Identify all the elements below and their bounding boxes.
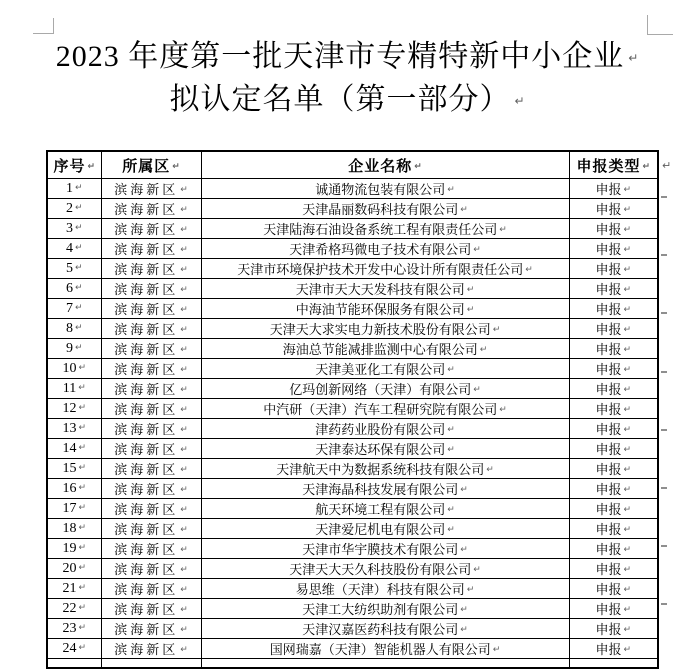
cell-company-name: 天津工大纺织助剂有限公司 ↵: [201, 599, 569, 619]
cell-end-mark-icon: ↵: [623, 645, 632, 655]
cell-application-type: 申报 ↵: [569, 179, 658, 199]
cell-end-mark-icon: ↵: [180, 325, 188, 335]
table-row: [47, 419, 658, 439]
cell-district: 滨海新区 ↵: [101, 419, 201, 439]
cell-end-mark-icon: ↵: [623, 345, 632, 355]
table-row-clipped: [47, 659, 658, 669]
table-row: [47, 459, 658, 479]
table-row: [47, 499, 658, 519]
cell-end-mark-icon: ↵: [623, 365, 632, 375]
cell-end-mark-icon: ↵: [180, 645, 188, 655]
cell-end-mark-icon: ↵: [180, 445, 188, 455]
cell-end-mark-icon: ↵: [74, 282, 83, 293]
cell-application-type: 申报 ↵: [569, 639, 658, 659]
table-row: [47, 299, 658, 319]
cell-serial-number: 8 ↵: [47, 319, 101, 339]
table-row: [47, 219, 658, 239]
cell-company-name: 天津天大求实电力新技术股份有限公司 ↵: [201, 319, 569, 339]
cell-end-mark-icon: ↵: [447, 445, 455, 455]
cell-end-mark-icon: ↵: [623, 625, 632, 635]
cell-serial-number: 22 ↵: [47, 599, 101, 619]
cell-end-mark-icon: ↵: [623, 205, 632, 215]
cell-serial-number: 9 ↵: [47, 339, 101, 359]
cell-serial-number: 18 ↵: [47, 519, 101, 539]
cell-end-mark-icon: ↵: [74, 322, 83, 333]
cell-district: 滨海新区 ↵: [101, 499, 201, 519]
cell-end-mark-icon: ↵: [447, 185, 455, 195]
cell-end-mark-icon: ↵: [447, 365, 455, 375]
cell-end-mark-icon: ↵: [78, 482, 87, 493]
cell-application-type: 申报 ↵: [569, 319, 658, 339]
cell-district: 滨海新区 ↵: [101, 559, 201, 579]
cell-serial-number: 16 ↵: [47, 479, 101, 499]
table-row: [47, 319, 658, 339]
cell-end-mark-icon: ↵: [447, 425, 455, 435]
cell-end-mark-icon: ↵: [74, 262, 83, 273]
cell-end-mark-icon: ↵: [180, 565, 188, 575]
cell-company-name: 亿玛创新网络（天津）有限公司 ↵: [201, 379, 569, 399]
cell-end-mark-icon: ↵: [623, 225, 632, 235]
cell-application-type: 申报 ↵: [569, 479, 658, 499]
cell-end-mark-icon: ↵: [460, 205, 468, 215]
cell-application-type: 申报 ↵: [569, 619, 658, 639]
table-row: [47, 179, 658, 199]
document-title-line-1: [0, 36, 694, 79]
cell-end-mark-icon: ↵: [479, 345, 488, 355]
cell-end-mark-icon: ↵: [499, 405, 507, 415]
cell-application-type: 申报 ↵: [569, 599, 658, 619]
paragraph-mark-icon: ↵: [628, 51, 639, 65]
table-row: [47, 519, 658, 539]
cell-end-mark-icon: ↵: [180, 285, 188, 295]
cell-serial-number: 21 ↵: [47, 579, 101, 599]
cell-company-name: 天津希格玛微电子技术有限公司 ↵: [201, 239, 569, 259]
cell-end-mark-icon: ↵: [466, 585, 475, 595]
cell-end-mark-icon: ↵: [623, 525, 632, 535]
cell-company-name: 诚通物流包装有限公司 ↵: [201, 179, 569, 199]
document-title-line-2: [0, 79, 694, 122]
cell-end-mark-icon: ↵: [623, 465, 632, 475]
cell-end-mark-icon: ↵: [78, 622, 87, 633]
cell-application-type: 申报 ↵: [569, 399, 658, 419]
cell-company-name: 天津陆海石油设备系统工程有限责任公司 ↵: [201, 219, 569, 239]
cell-end-mark-icon: ↵: [74, 222, 83, 233]
cell-end-mark-icon: ↵: [78, 442, 87, 453]
paragraph-mark-icon: ↵: [514, 94, 525, 108]
header-district: 所属区 ↵: [101, 151, 201, 179]
cell-end-mark-icon: ↵: [78, 422, 87, 433]
cell-end-mark-icon: ↵: [74, 202, 83, 213]
cell-end-mark-icon: ↵: [623, 545, 632, 555]
cell-company-name: 津药药业股份有限公司 ↵: [201, 419, 569, 439]
cell-end-mark-icon: ↵: [180, 205, 188, 215]
cell-end-mark-icon: ↵: [447, 525, 455, 535]
cell-district: 滨海新区 ↵: [101, 399, 201, 419]
cell-end-mark-icon: ↵: [473, 385, 481, 395]
cell-company-name: 天津市天大天发科技有限公司 ↵: [201, 279, 569, 299]
cell-company-name: 海油总节能减排监测中心有限公司 ↵: [201, 339, 569, 359]
cell-district: 滨海新区 ↵: [101, 579, 201, 599]
company-table: [46, 150, 659, 669]
cell-company-name: 中汽研（天津）汽车工程研究院有限公司 ↵: [201, 399, 569, 419]
cell-application-type: 申报 ↵: [569, 559, 658, 579]
changed-line-mark-icon: [661, 545, 667, 547]
table-header-row: [47, 151, 658, 179]
cell-application-type: 申报 ↵: [569, 459, 658, 479]
cell-district: 滨海新区 ↵: [101, 619, 201, 639]
cell-company-name: 航天环境工程有限公司 ↵: [201, 499, 569, 519]
cell-end-mark-icon: ↵: [74, 242, 83, 253]
cell-end-mark-icon: ↵: [74, 302, 83, 313]
cell-district: 滨海新区 ↵: [101, 259, 201, 279]
cell-serial-number: 12 ↵: [47, 399, 101, 419]
table-row: [47, 379, 658, 399]
document-title: [0, 36, 694, 122]
cell-application-type: 申报 ↵: [569, 259, 658, 279]
cell-end-mark-icon: ↵: [460, 545, 468, 555]
cell-district: 滨海新区 ↵: [101, 379, 201, 399]
cell-district: 滨海新区 ↵: [101, 359, 201, 379]
cell-end-mark-icon: ↵: [180, 345, 188, 355]
cell-end-mark-icon: ↵: [74, 342, 83, 353]
cell-company-name: 天津汉嘉医药科技有限公司 ↵: [201, 619, 569, 639]
cell-application-type: 申报 ↵: [569, 299, 658, 319]
table-row: [47, 639, 658, 659]
cell-company-name: 天津天大天久科技股份有限公司 ↵: [201, 559, 569, 579]
cell-end-mark-icon: ↵: [623, 505, 632, 515]
table-row: [47, 599, 658, 619]
cell-end-mark-icon: ↵: [180, 485, 188, 495]
table-row: [47, 439, 658, 459]
cell-end-mark-icon: ↵: [623, 285, 632, 295]
cell-end-mark-icon: ↵: [414, 161, 422, 172]
cell-application-type: 申报 ↵: [569, 359, 658, 379]
cell-end-mark-icon: ↵: [486, 465, 494, 475]
table-row: [47, 199, 658, 219]
header-application-type: 申报类型 ↵: [569, 151, 658, 179]
changed-line-mark-icon: [661, 254, 667, 256]
changed-line-mark-icon: [661, 487, 667, 489]
cell-end-mark-icon: ↵: [623, 265, 632, 275]
cell-serial-number: 24 ↵: [47, 639, 101, 659]
cell-end-mark-icon: ↵: [623, 485, 632, 495]
cell-serial-number: 17 ↵: [47, 499, 101, 519]
title-text-2: 拟认定名单（第一部分）: [169, 83, 511, 116]
cell-company-name: 天津晶丽数码科技有限公司 ↵: [201, 199, 569, 219]
cell-end-mark-icon: ↵: [78, 642, 87, 653]
cell-serial-number: 1 ↵: [47, 179, 101, 199]
changed-line-mark-icon: [661, 371, 667, 373]
cell-application-type: 申报 ↵: [569, 379, 658, 399]
cell-serial-number: 13 ↵: [47, 419, 101, 439]
cell-district: 滨海新区 ↵: [101, 479, 201, 499]
cell-serial-number: 5 ↵: [47, 259, 101, 279]
cell-end-mark-icon: ↵: [78, 582, 87, 593]
cell-district: 滨海新区 ↵: [101, 519, 201, 539]
cell-end-mark-icon: ↵: [623, 445, 632, 455]
cell-end-mark-icon: ↵: [447, 505, 455, 515]
cell-end-mark-icon: ↵: [78, 562, 87, 573]
cell-application-type: 申报 ↵: [569, 279, 658, 299]
cell-end-mark-icon: ↵: [180, 185, 188, 195]
cell-end-mark-icon: ↵: [180, 405, 188, 415]
cell-end-mark-icon: ↵: [623, 605, 632, 615]
cell-serial-number: 11 ↵: [47, 379, 101, 399]
table-row: [47, 539, 658, 559]
cell-end-mark-icon: ↵: [180, 525, 188, 535]
cell-serial-number: 14 ↵: [47, 439, 101, 459]
cell-application-type: 申报 ↵: [569, 499, 658, 519]
cell-application-type: 申报 ↵: [569, 519, 658, 539]
cell-district: 滨海新区 ↵: [101, 319, 201, 339]
cell-end-mark-icon: ↵: [492, 645, 501, 655]
cell-end-mark-icon: ↵: [180, 605, 188, 615]
cell-end-mark-icon: ↵: [87, 161, 96, 172]
cell-company-name: 天津市华宇膜技术有限公司 ↵: [201, 539, 569, 559]
cell-end-mark-icon: ↵: [180, 425, 188, 435]
cell-district: 滨海新区 ↵: [101, 239, 201, 259]
header-company-name: 企业名称 ↵: [201, 151, 569, 179]
table-row: [47, 479, 658, 499]
row-end-mark-icon: ↵: [662, 159, 672, 172]
changed-line-mark-icon: [661, 603, 667, 605]
cell-end-mark-icon: ↵: [460, 605, 468, 615]
cell-serial-number: 4 ↵: [47, 239, 101, 259]
cell-end-mark-icon: ↵: [623, 565, 632, 575]
cell-end-mark-icon: ↵: [78, 542, 87, 553]
cell-end-mark-icon: ↵: [180, 465, 188, 475]
cell-end-mark-icon: ↵: [180, 585, 188, 595]
cell-end-mark-icon: ↵: [78, 522, 87, 533]
cell-end-mark-icon: ↵: [525, 265, 533, 275]
cell-end-mark-icon: ↵: [623, 325, 632, 335]
cell-end-mark-icon: ↵: [473, 245, 481, 255]
table-row: [47, 239, 658, 259]
cell-end-mark-icon: ↵: [473, 565, 481, 575]
cell-end-mark-icon: ↵: [180, 625, 188, 635]
title-text-1: 2023 年度第一批天津市专精特新中小企业: [55, 40, 625, 73]
cell-application-type: 申报 ↵: [569, 199, 658, 219]
cell-serial-number: 3 ↵: [47, 219, 101, 239]
cell-end-mark-icon: ↵: [460, 485, 468, 495]
cell-district: 滨海新区 ↵: [101, 279, 201, 299]
cell-company-name: 国网瑞嘉（天津）智能机器人有限公司 ↵: [201, 639, 569, 659]
cell-serial-number: 15 ↵: [47, 459, 101, 479]
cell-application-type: 申报 ↵: [569, 579, 658, 599]
cell-end-mark-icon: ↵: [466, 305, 475, 315]
cell-application-type: 申报 ↵: [569, 239, 658, 259]
cell-end-mark-icon: ↵: [460, 625, 468, 635]
cell-end-mark-icon: ↵: [180, 245, 188, 255]
page-margin-mark-top-right-icon: [647, 15, 673, 35]
cell-district: 滨海新区 ↵: [101, 639, 201, 659]
cell-serial-number: 19 ↵: [47, 539, 101, 559]
cell-company-name: 天津航天中为数据系统科技有限公司 ↵: [201, 459, 569, 479]
table-row: [47, 399, 658, 419]
cell-end-mark-icon: ↵: [642, 161, 651, 172]
cell-end-mark-icon: ↵: [180, 225, 188, 235]
cell-district: 滨海新区 ↵: [101, 179, 201, 199]
cell-serial-number: 2 ↵: [47, 199, 101, 219]
cell-application-type: 申报 ↵: [569, 339, 658, 359]
cell-company-name: 天津爱尼机电有限公司 ↵: [201, 519, 569, 539]
table-row: [47, 359, 658, 379]
cell-district: 滨海新区 ↵: [101, 539, 201, 559]
cell-district: 滨海新区 ↵: [101, 199, 201, 219]
cell-serial-number: 10 ↵: [47, 359, 101, 379]
cell-end-mark-icon: ↵: [78, 502, 87, 513]
cell-district: 滨海新区 ↵: [101, 339, 201, 359]
cell-end-mark-icon: ↵: [623, 425, 632, 435]
cell-end-mark-icon: ↵: [78, 382, 86, 393]
cell-end-mark-icon: ↵: [180, 385, 188, 395]
cell-company-name: 中海油节能环保服务有限公司 ↵: [201, 299, 569, 319]
cell-end-mark-icon: ↵: [623, 305, 632, 315]
cell-district: 滨海新区 ↵: [101, 439, 201, 459]
table-row: [47, 279, 658, 299]
cell-end-mark-icon: ↵: [466, 285, 475, 295]
cell-end-mark-icon: ↵: [623, 385, 632, 395]
cell-end-mark-icon: ↵: [172, 161, 180, 172]
changed-line-mark-icon: [661, 429, 667, 431]
cell-end-mark-icon: ↵: [78, 402, 87, 413]
cell-end-mark-icon: ↵: [623, 245, 632, 255]
cell-end-mark-icon: ↵: [499, 225, 507, 235]
cell-district: 滨海新区 ↵: [101, 459, 201, 479]
cell-serial-number: 23 ↵: [47, 619, 101, 639]
changed-line-mark-icon: [661, 312, 667, 314]
table-row: [47, 559, 658, 579]
cell-end-mark-icon: ↵: [623, 185, 632, 195]
cell-application-type: 申报 ↵: [569, 419, 658, 439]
cell-company-name: 易思维（天津）科技有限公司 ↵: [201, 579, 569, 599]
cell-end-mark-icon: ↵: [180, 505, 188, 515]
cell-company-name: 天津美亚化工有限公司 ↵: [201, 359, 569, 379]
cell-end-mark-icon: ↵: [78, 602, 87, 613]
cell-district: 滨海新区 ↵: [101, 219, 201, 239]
cell-end-mark-icon: ↵: [78, 462, 87, 473]
cell-end-mark-icon: ↵: [74, 182, 83, 193]
page-margin-mark-top-left-icon: [33, 18, 54, 34]
cell-application-type: 申报 ↵: [569, 439, 658, 459]
cell-company-name: 天津泰达环保有限公司 ↵: [201, 439, 569, 459]
table-row: [47, 259, 658, 279]
cell-end-mark-icon: ↵: [492, 325, 501, 335]
cell-end-mark-icon: ↵: [180, 365, 188, 375]
table-row: [47, 579, 658, 599]
cell-end-mark-icon: ↵: [180, 545, 188, 555]
cell-end-mark-icon: ↵: [180, 305, 188, 315]
cell-district: 滨海新区 ↵: [101, 299, 201, 319]
cell-application-type: 申报 ↵: [569, 219, 658, 239]
cell-application-type: 申报 ↵: [569, 539, 658, 559]
cell-serial-number: 20 ↵: [47, 559, 101, 579]
cell-serial-number: 7 ↵: [47, 299, 101, 319]
cell-district: 滨海新区 ↵: [101, 599, 201, 619]
table-row: [47, 339, 658, 359]
cell-company-name: 天津海晶科技发展有限公司 ↵: [201, 479, 569, 499]
cell-end-mark-icon: ↵: [623, 405, 632, 415]
cell-end-mark-icon: ↵: [180, 265, 188, 275]
cell-company-name: 天津市环境保护技术开发中心设计所有限责任公司 ↵: [201, 259, 569, 279]
changed-line-mark-icon: [661, 196, 667, 198]
cell-end-mark-icon: ↵: [623, 585, 632, 595]
cell-serial-number: 6 ↵: [47, 279, 101, 299]
table-row: [47, 619, 658, 639]
header-serial-number: 序号 ↵: [47, 151, 101, 179]
cell-end-mark-icon: ↵: [78, 362, 87, 373]
